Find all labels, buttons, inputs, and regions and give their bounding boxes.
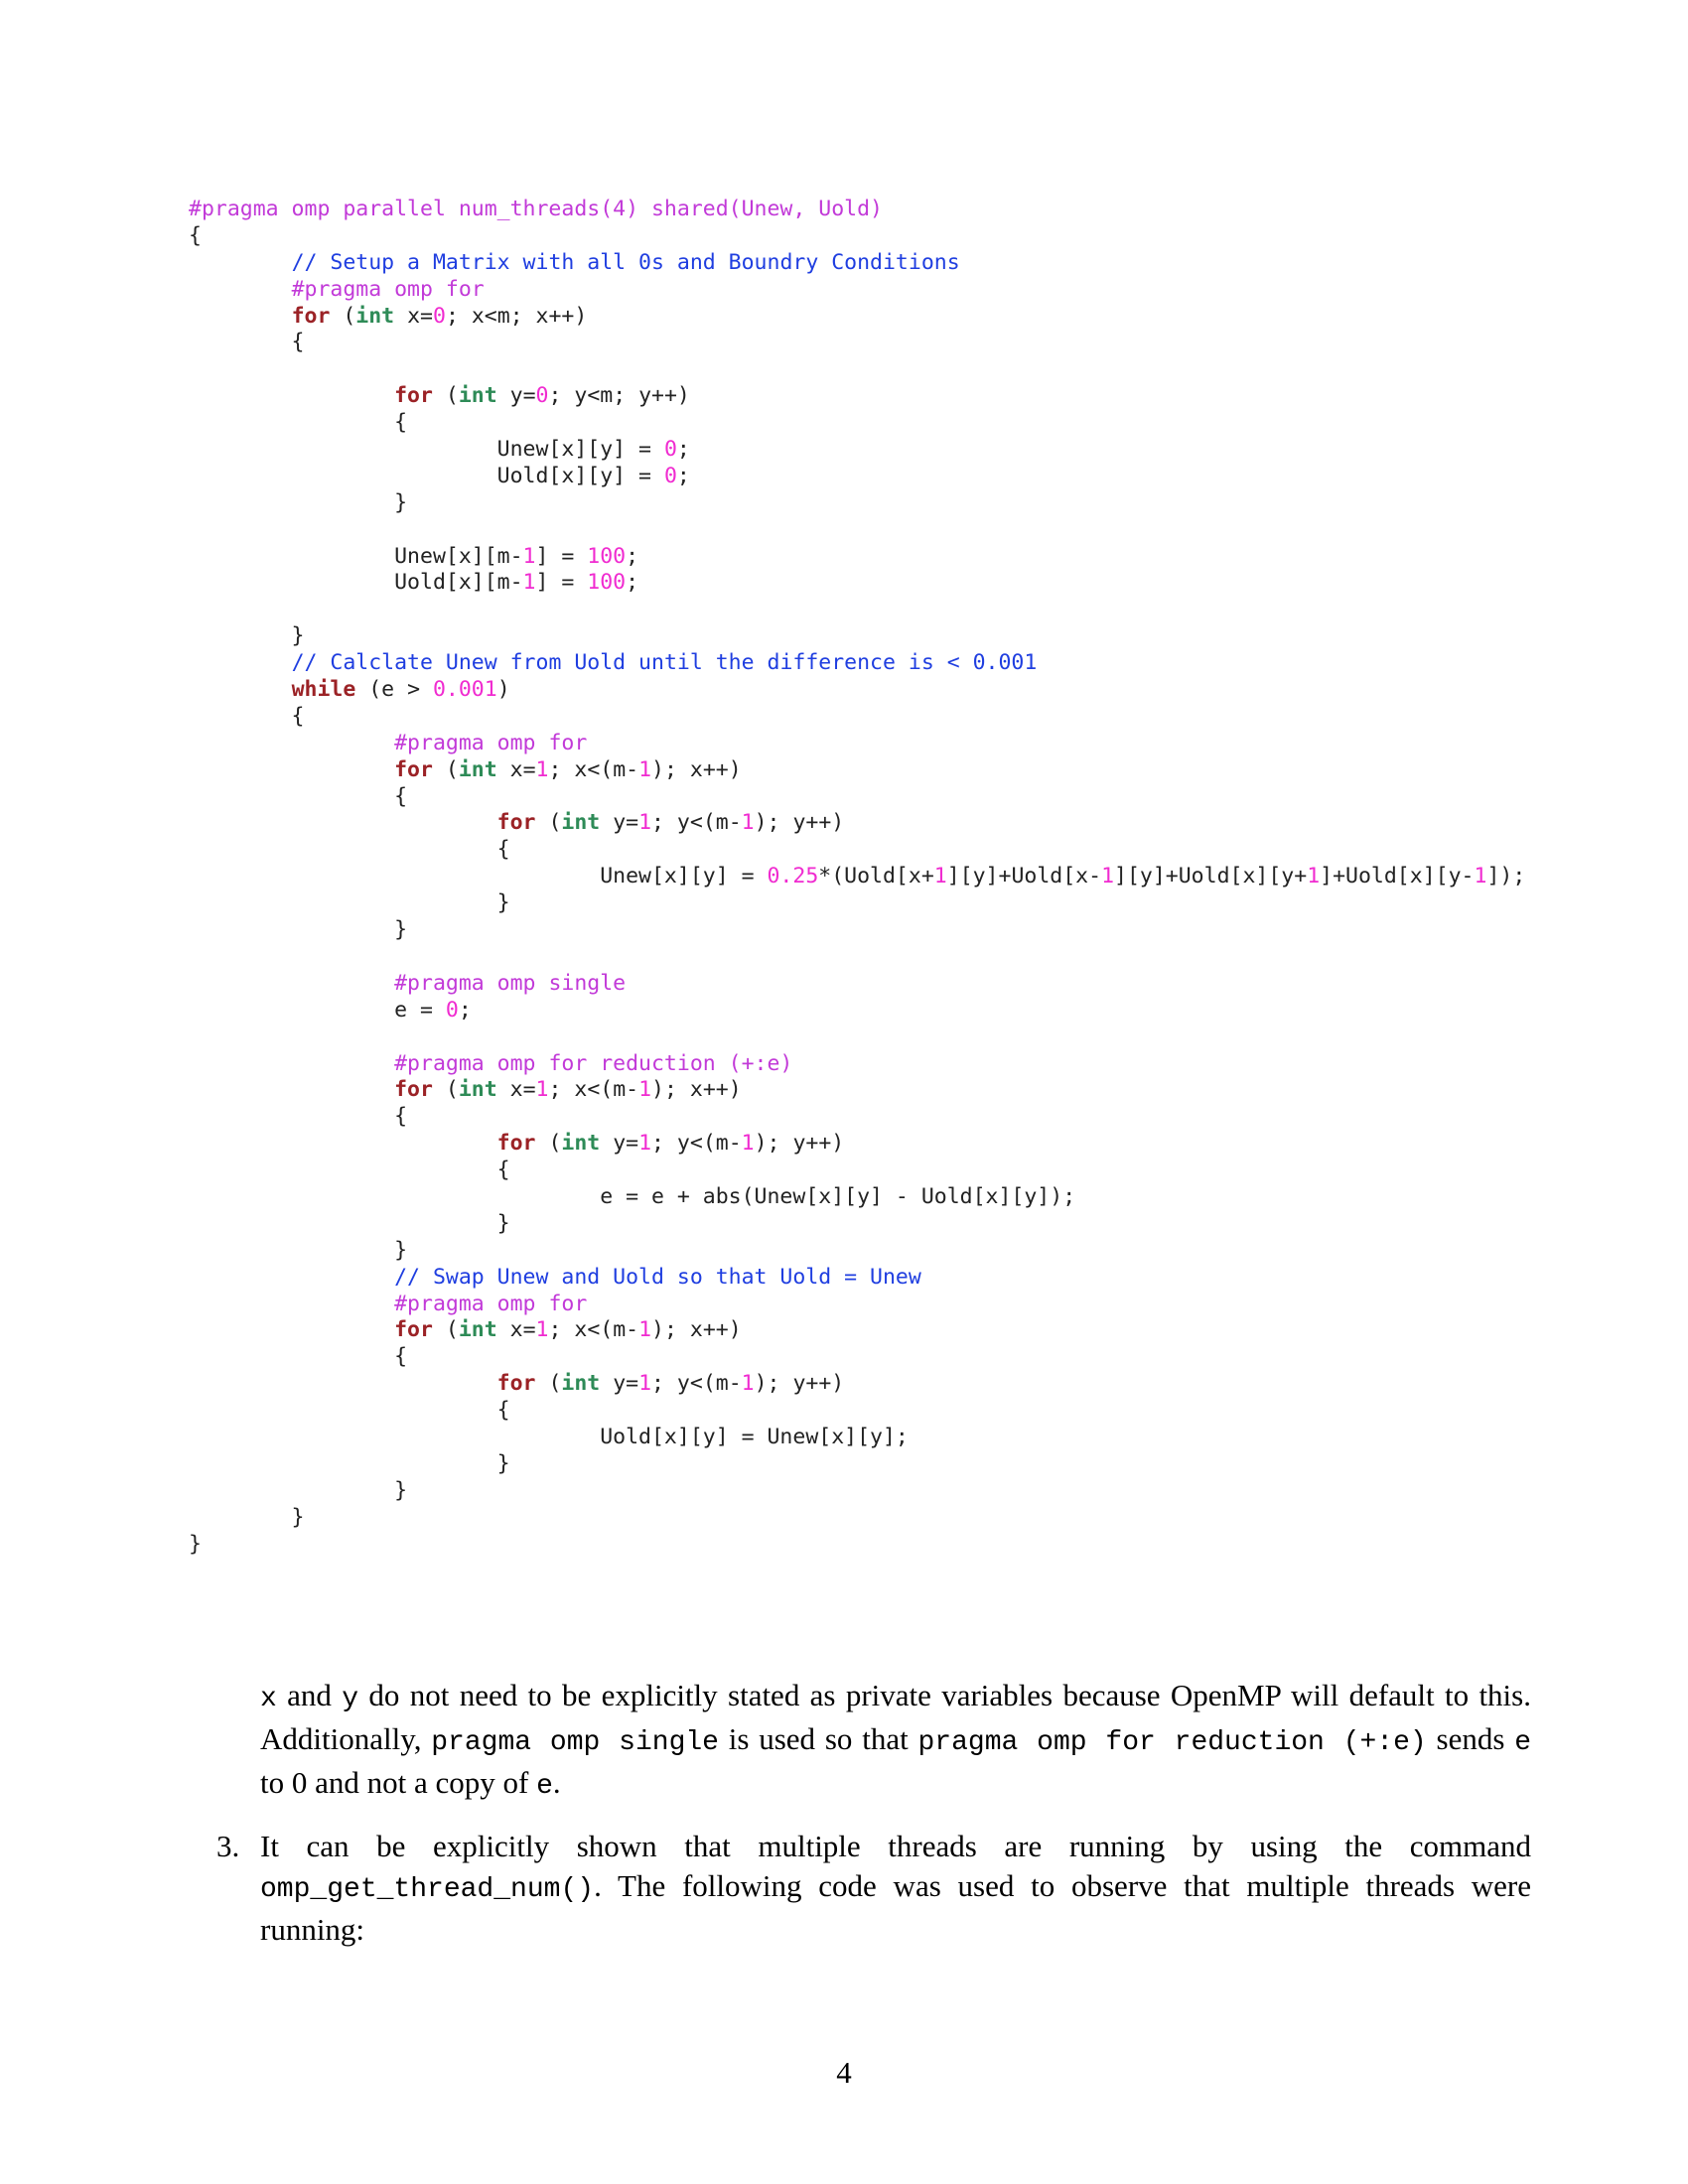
code-listing [189, 197, 1525, 1558]
code-token [189, 650, 292, 675]
code-token: } [189, 1210, 510, 1236]
code-token [189, 250, 292, 275]
code-token: ; [676, 437, 690, 463]
code-token: int [458, 756, 497, 782]
code-token: 1 [522, 543, 536, 569]
code-thread-num: omp_get_thread_num() [260, 1874, 595, 1905]
code-token: ( [535, 1131, 562, 1157]
code-token: 1 [638, 756, 652, 782]
code-line [189, 330, 1525, 356]
code-token: Unew[x][m- [189, 543, 523, 569]
code-token: for [394, 1317, 433, 1343]
code-token: ); y++) [754, 1371, 845, 1397]
code-token: 0 [432, 303, 446, 329]
code-line [189, 1292, 1525, 1318]
code-line [189, 223, 1525, 250]
page-number: 4 [836, 2055, 852, 2090]
code-line [189, 837, 1525, 864]
var-x: x [260, 1684, 277, 1714]
code-token: ); x++) [651, 1317, 742, 1343]
code-single: pragma omp single [431, 1727, 719, 1758]
code-token: } [189, 917, 408, 943]
code-line [189, 1104, 1525, 1131]
code-token: int [458, 383, 497, 409]
code-line [189, 1425, 1525, 1451]
code-token: ( [535, 1371, 562, 1397]
code-token [189, 810, 497, 835]
code-token [189, 971, 394, 996]
code-token: ) [496, 677, 510, 703]
list-item-3: It can be explicitly shown that multiple threads are running by using the command omp_get_thread_num(). The following code was used to observe that multiple threads were running: [260, 1829, 1531, 1947]
code-line [189, 1184, 1525, 1211]
code-token: // Swap Unew and Uold so that Uold = Unew [394, 1264, 921, 1290]
code-line [189, 544, 1525, 571]
code-line [189, 197, 1525, 223]
code-token: 1 [535, 1317, 549, 1343]
code-line [189, 356, 1525, 383]
code-token [189, 1077, 394, 1102]
code-token: ]); [1486, 864, 1526, 889]
code-token: int [561, 1371, 601, 1397]
code-token: { [189, 1158, 510, 1183]
code-token: 1 [638, 1077, 652, 1103]
code-line [189, 650, 1525, 677]
code-token: } [189, 1450, 510, 1476]
code-token: ][y]+Uold[x][y+ [1114, 864, 1308, 889]
code-line [189, 383, 1525, 410]
code-token: #pragma omp parallel num_threads(4) shared(Unew, Uold) [189, 197, 883, 221]
code-token: ; x<(m- [548, 1317, 639, 1343]
code-token: Uold[x][y] = [189, 463, 664, 488]
code-token: for [496, 810, 536, 836]
code-line [189, 1478, 1525, 1505]
code-token: 1 [1307, 864, 1321, 889]
code-line [189, 971, 1525, 998]
code-token: Uold[x][m- [189, 570, 523, 596]
code-token: 1 [933, 864, 947, 889]
code-line [189, 1265, 1525, 1292]
code-line [189, 677, 1525, 704]
code-line [189, 784, 1525, 811]
code-token: ); y++) [754, 1131, 845, 1157]
code-token: ); x++) [651, 756, 742, 782]
code-token: ] = [535, 570, 588, 596]
code-line [189, 437, 1525, 464]
code-token: } [189, 1504, 305, 1530]
code-token: y= [600, 1131, 639, 1157]
code-line [189, 1158, 1525, 1184]
code-token: e = e + abs(Unew[x][y] - Uold[x][y]); [189, 1183, 1076, 1209]
code-token: int [355, 303, 395, 329]
code-token: ; [676, 463, 690, 488]
code-token: } [189, 890, 510, 916]
code-token: ] = [535, 543, 588, 569]
code-line [189, 1077, 1525, 1104]
code-token: x= [394, 303, 433, 329]
code-token: ); y++) [754, 810, 845, 836]
code-token: 0 [445, 997, 459, 1023]
code-line [189, 1398, 1525, 1425]
code-line [189, 1451, 1525, 1478]
code-line [189, 277, 1525, 304]
code-line [189, 464, 1525, 490]
code-token [189, 1131, 497, 1156]
code-reduction: pragma omp for reduction (+:e) [917, 1727, 1427, 1758]
code-line [189, 810, 1525, 837]
code-token [189, 757, 394, 782]
code-token: ( [432, 1317, 459, 1343]
code-token: { [189, 703, 305, 729]
code-token: // Setup a Matrix with all 0s and Boundry Conditions [291, 249, 960, 275]
code-token: for [394, 756, 433, 782]
var-y: y [342, 1684, 359, 1714]
code-line [189, 250, 1525, 277]
code-line [189, 944, 1525, 971]
code-token [189, 1371, 497, 1396]
code-token [189, 1317, 394, 1342]
code-token: { [189, 410, 408, 436]
code-line [189, 570, 1525, 597]
code-token: ; y<(m- [651, 1371, 742, 1397]
code-token: ; x<(m- [548, 1077, 639, 1103]
code-token: 0.25 [767, 864, 819, 889]
code-token: { [189, 1398, 510, 1424]
code-token: ( [330, 303, 356, 329]
code-line [189, 1051, 1525, 1078]
code-token: int [561, 810, 601, 836]
list-item-number: 3. [216, 1829, 240, 1863]
code-line [189, 917, 1525, 944]
code-token: { [189, 330, 305, 355]
code-token: ( [432, 1077, 459, 1103]
code-line [189, 304, 1525, 331]
code-token: ; [626, 570, 639, 596]
code-token: for [394, 1077, 433, 1103]
code-token: 100 [587, 570, 627, 596]
code-token: 0 [663, 437, 677, 463]
code-token: { [189, 1344, 408, 1370]
code-token: { [189, 1104, 408, 1130]
code-token: 1 [638, 1131, 652, 1157]
code-line [189, 1532, 1525, 1559]
code-line [189, 704, 1525, 731]
code-token: x= [496, 1077, 536, 1103]
code-token [189, 1265, 394, 1290]
code-token: 1 [638, 1371, 652, 1397]
code-token: 1 [741, 1371, 755, 1397]
code-token: 1 [1101, 864, 1115, 889]
code-token: } [189, 489, 408, 515]
code-token: for [496, 1371, 536, 1397]
code-token: x= [496, 756, 536, 782]
code-token: y= [496, 383, 536, 409]
code-line [189, 490, 1525, 517]
code-token: ( [432, 383, 459, 409]
code-token: int [561, 1131, 601, 1157]
code-token [189, 277, 292, 302]
code-line [189, 623, 1525, 650]
code-token: Uold[x][y] = Unew[x][y]; [189, 1424, 909, 1449]
code-token: x= [496, 1317, 536, 1343]
code-token: for [496, 1131, 536, 1157]
code-line [189, 410, 1525, 437]
code-token: ; [458, 997, 472, 1023]
code-token: 0 [663, 463, 677, 488]
code-token: { [189, 222, 202, 248]
code-token: ); x++) [651, 1077, 742, 1103]
code-token: 1 [638, 1317, 652, 1343]
code-token: // Calclate Unew from Uold until the difference is < 0.001 [291, 650, 1038, 676]
code-token: { [189, 783, 408, 809]
code-token [189, 304, 292, 329]
code-token: while [291, 677, 356, 703]
code-line [189, 1371, 1525, 1398]
code-line [189, 1238, 1525, 1265]
var-e: e [1514, 1727, 1531, 1758]
code-token: 1 [741, 1131, 755, 1157]
code-token: { [189, 837, 510, 863]
code-token: } [189, 623, 305, 649]
code-token: y= [600, 810, 639, 836]
code-token: 0.001 [432, 677, 497, 703]
code-token: int [458, 1077, 497, 1103]
code-line [189, 1344, 1525, 1371]
code-token: ][y]+Uold[x- [946, 864, 1102, 889]
code-token [189, 383, 394, 408]
code-token: #pragma omp for [394, 1291, 588, 1316]
code-token: ; x<(m- [548, 756, 639, 782]
code-token [189, 1292, 394, 1316]
code-token: for [394, 383, 433, 409]
code-line [189, 517, 1525, 544]
code-token: ( [535, 810, 562, 836]
code-token: (e > [355, 677, 433, 703]
code-token: #pragma omp single [394, 970, 627, 996]
code-line [189, 864, 1525, 890]
explanation-paragraph: x and y do not need to be explicitly stated as private variables because OpenMP will default to this. Additionally, pragma omp single is used so that pragma omp for reduction (+:e) sends e to 0 and not a copy of e. [260, 1678, 1531, 1802]
code-token: ; y<(m- [651, 1131, 742, 1157]
code-token: ]+Uold[x][y- [1320, 864, 1475, 889]
code-token: Unew[x][y] = [189, 864, 768, 889]
code-token: 100 [587, 543, 627, 569]
code-token: *(Uold[x+ [818, 864, 934, 889]
code-line [189, 597, 1525, 623]
code-token: e = [189, 997, 446, 1023]
code-token: ; [626, 543, 639, 569]
code-token: 1 [741, 810, 755, 836]
code-token: for [291, 303, 331, 329]
code-token: int [458, 1317, 497, 1343]
code-token: ; x<m; x++) [445, 303, 588, 329]
code-line [189, 1131, 1525, 1158]
code-token: } [189, 1531, 202, 1557]
var-e-2: e [536, 1771, 553, 1802]
code-token: } [189, 1237, 408, 1263]
code-token [189, 1051, 394, 1076]
code-token [189, 731, 394, 755]
code-token: 0 [535, 383, 549, 409]
code-line [189, 890, 1525, 917]
code-token: #pragma omp for [291, 276, 485, 302]
code-line [189, 757, 1525, 784]
code-token: #pragma omp for reduction (+:e) [394, 1050, 793, 1076]
code-token: ; y<m; y++) [548, 383, 690, 409]
code-line [189, 731, 1525, 757]
code-token: ( [432, 756, 459, 782]
code-token: } [189, 1477, 408, 1503]
code-line [189, 1211, 1525, 1238]
code-token: y= [600, 1371, 639, 1397]
code-line [189, 1505, 1525, 1532]
code-line [189, 1317, 1525, 1344]
code-line [189, 1024, 1525, 1051]
code-token: Unew[x][y] = [189, 437, 664, 463]
code-line [189, 998, 1525, 1024]
code-token: 1 [535, 756, 549, 782]
code-token [189, 677, 292, 702]
code-token: #pragma omp for [394, 730, 588, 755]
code-token: 1 [638, 810, 652, 836]
code-token: 1 [1474, 864, 1487, 889]
code-token: ; y<(m- [651, 810, 742, 836]
code-token: 1 [535, 1077, 549, 1103]
code-token: 1 [522, 570, 536, 596]
